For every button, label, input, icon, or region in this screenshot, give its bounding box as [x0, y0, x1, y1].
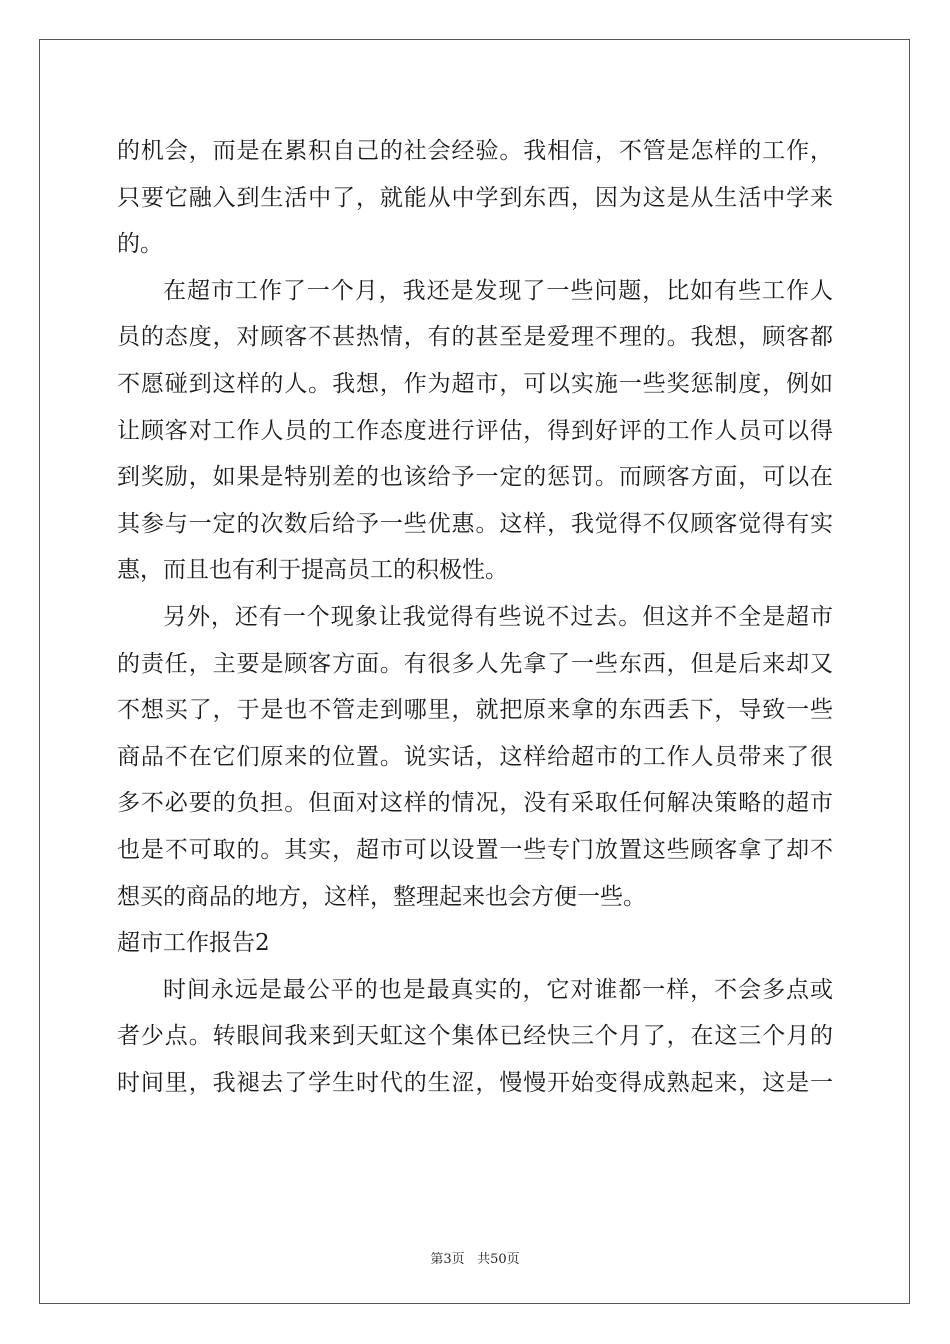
text-line: 商品不在它们原来的位置。说实话，这样给超市的工作人员带来了很	[117, 743, 833, 770]
page-number: 第3页	[430, 1252, 465, 1267]
text-line: 想买的商品的地方，这样，整理起来也会方便一些。	[117, 883, 646, 910]
text-line: 另外，还有一个现象让我觉得有些说不过去。但这并不全是超市	[163, 603, 833, 630]
text-line: 让顾客对工作人员的工作态度进行评估，得到好评的工作人员可以得	[117, 417, 833, 444]
text-line: 到奖励，如果是特别差的也该给予一定的惩罚。而顾客方面，可以在	[117, 464, 833, 491]
text-line: 只要它融入到生活中了，就能从中学到东西，因为这是从生活中学来	[117, 184, 833, 211]
text-line: 员的态度，对顾客不甚热情，有的甚至是爱理不理的。我想，顾客都	[117, 324, 833, 351]
text-line: 时间永远是最公平的也是最真实的，它对谁都一样，不会多点或	[163, 976, 833, 1003]
text-line: 的。	[117, 231, 163, 258]
text-line: 多不必要的负担。但面对这样的情况，没有采取任何解决策略的超市	[117, 790, 833, 817]
text-line: 在超市工作了一个月，我还是发现了一些问题，比如有些工作人	[163, 277, 833, 304]
text-line: 者少点。转眼间我来到天虹这个集体已经快三个月了，在这三个月的	[117, 1023, 833, 1050]
document-body	[117, 128, 833, 1106]
page-total: 共50页	[477, 1252, 520, 1267]
text-line: 的责任，主要是顾客方面。有很多人先拿了一些东西，但是后来却又	[117, 650, 833, 677]
text-line: 不想买了，于是也不管走到哪里，就把原来拿的东西丢下，导致一些	[117, 697, 833, 724]
text-line: 也是不可取的。其实，超市可以设置一些专门放置这些顾客拿了却不	[117, 836, 833, 863]
text-line: 惠，而且也有利于提高员工的积极性。	[117, 557, 508, 584]
page-footer	[0, 1248, 950, 1267]
text-line: 的机会，而是在累积自己的社会经验。我相信，不管是怎样的工作，	[117, 138, 833, 164]
text-line: 其参与一定的次数后给予一些优惠。这样，我觉得不仅顾客觉得有实	[117, 510, 833, 537]
text-line: 超市工作报告2	[117, 930, 270, 957]
text-line: 不愿碰到这样的人。我想，作为超市，可以实施一些奖惩制度，例如	[117, 370, 833, 397]
text-line: 时间里，我褪去了学生时代的生涩，慢慢开始变得成熟起来，这是一	[117, 1069, 833, 1096]
